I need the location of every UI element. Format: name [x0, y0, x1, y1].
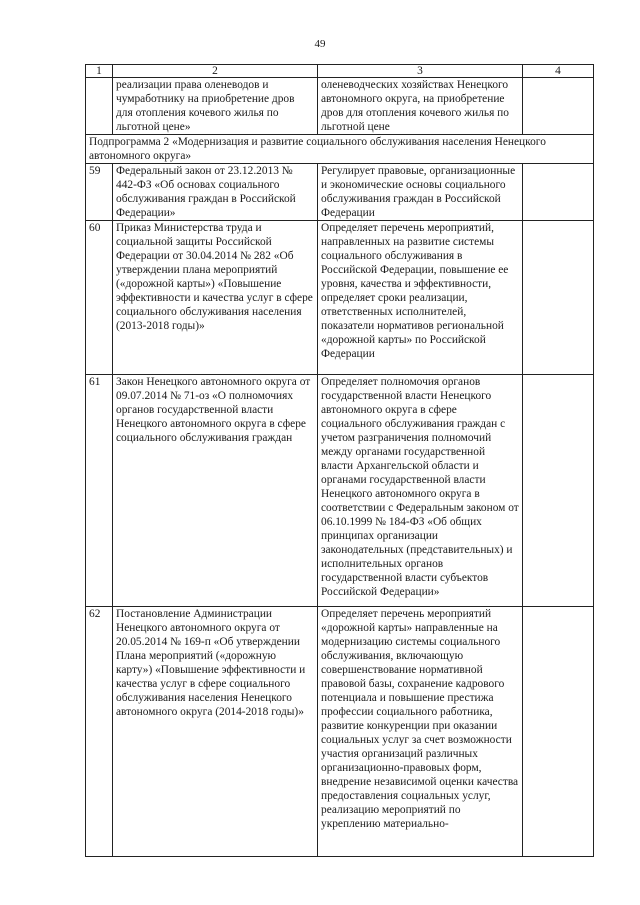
col-header-description: 3: [318, 65, 523, 78]
table-row: [86, 607, 594, 857]
col-header-document: 2: [113, 65, 318, 78]
legal-documents-table: [85, 64, 594, 857]
row-number: [86, 78, 113, 135]
table-row: [86, 164, 594, 221]
row-document: Федеральный закон от 23.12.2013 № 442-ФЗ «Об основах социального обслуживания граждан в Российской Федерации»: [113, 164, 318, 221]
row-note: [523, 78, 594, 135]
table-row: [86, 375, 594, 607]
row-number: 61: [86, 375, 113, 607]
table-header-row: [86, 65, 594, 78]
row-document: реализации права оленеводов и чумработнику на приобретение дров для отопления кочевого жилья по льготной цене»: [113, 78, 318, 135]
row-note: [523, 375, 594, 607]
row-document: Приказ Министерства труда и социальной защиты Российской Федерации от 30.04.2014 № 282 «Об утверждении плана мероприятий («дорожной карты») «Повышение эффективности и качества услуг в сфере социального обслуживания населения (2013-2018 годы)»: [113, 221, 318, 375]
row-note: [523, 164, 594, 221]
row-document: Постановление Администрации Ненецкого автономного округа от 20.05.2014 № 169-п «Об утверждении Плана мероприятий («дорожную карту») «Повышение эффективности и качества услуг в сфере социального обслуживания населения Ненецкого автономного округа (2014-2018 годы)»: [113, 607, 318, 857]
col-header-number: 1: [86, 65, 113, 78]
row-description: Регулирует правовые, организационные и экономические основы социального обслуживания граждан в Российской Федерации: [318, 164, 523, 221]
row-note: [523, 607, 594, 857]
subprogram-row: [86, 135, 594, 164]
table-row: [86, 221, 594, 375]
row-description: оленеводческих хозяйствах Ненецкого автономного округа, на приобретение дров для отопления кочевого жилья по льготной цене: [318, 78, 523, 135]
row-number: 60: [86, 221, 113, 375]
subprogram-title: Подпрограмма 2 «Модернизация и развитие социального обслуживания населения Ненецкого автономного округа»: [86, 135, 594, 164]
col-header-note: 4: [523, 65, 594, 78]
table-row: [86, 78, 594, 135]
page-number: 49: [314, 38, 326, 50]
row-description: Определяет полномочия органов государственной власти Ненецкого автономного округа в сфере социального обслуживания граждан с учетом разграничения полномочий между органами государственной власти Архангельской области и органами государственной власти Ненецкого автономного округа в соответствии с Федеральным законом от 06.10.1999 № 184-ФЗ «Об общих принципах организации законодательных (представительных) и исполнительных органов государственной власти субъектов Российской Федерации»: [318, 375, 523, 607]
row-number: 59: [86, 164, 113, 221]
row-description: Определяет перечень мероприятий, направленных на развитие системы социального обслуживания в Российской Федерации, повышение ее уровня, качества и эффективности, определяет сроки реализации, ответственных исполнителей, показатели нормативов региональной «дорожной карты» по Российской Федерации: [318, 221, 523, 375]
row-note: [523, 221, 594, 375]
row-description: Определяет перечень мероприятий «дорожной карты» направленные на модернизацию системы социального обслуживания, включающую совершенствование нормативной правовой базы, сохранение кадрового потенциала и повышение престижа профессии социального работника, развитие конкуренции при оказании социальных услуг за счет возможности участия организаций различных организационно-правовых форм, внедрение независимой оценки качества предоставления социальных услуг, реализацию мероприятий по укреплению материально-: [318, 607, 523, 857]
row-document: Закон Ненецкого автономного округа от 09.07.2014 № 71-оз «О полномочиях органов государственной власти Ненецкого автономного округа в сфере социального обслуживания граждан: [113, 375, 318, 607]
row-number: 62: [86, 607, 113, 857]
